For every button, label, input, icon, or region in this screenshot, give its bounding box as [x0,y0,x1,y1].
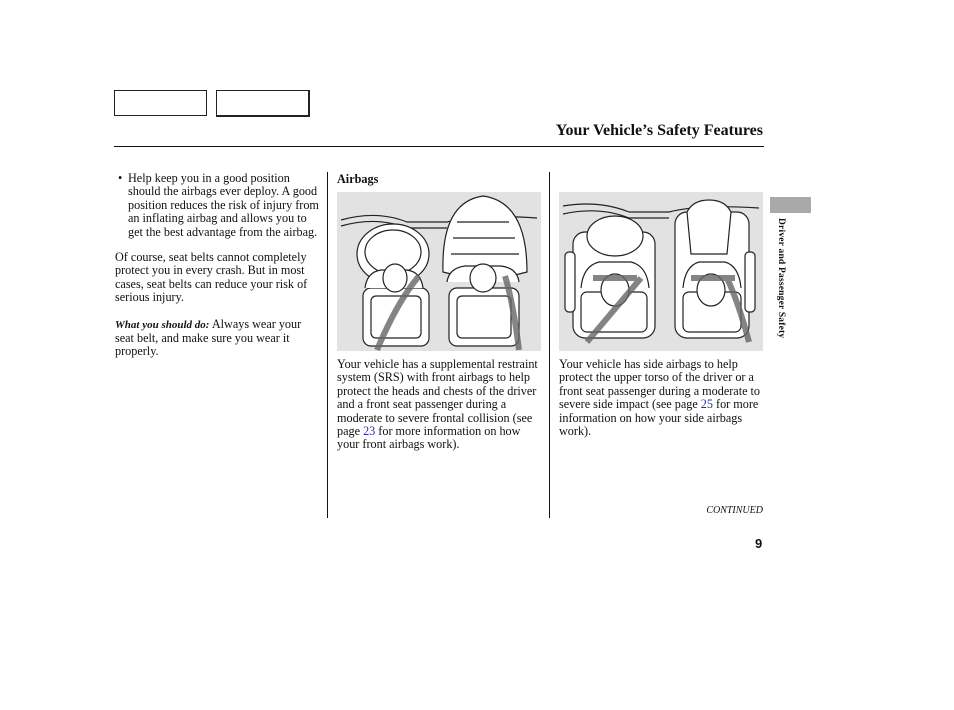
side-airbags-text: Your vehicle has side airbags to help protect the upper torso of the driver or a front seat passenger during a moderate to severe side impact (see page [559,357,761,412]
side-airbags-drawing [559,192,763,351]
right-column-text [559,358,765,438]
airbags-heading: Airbags [337,172,379,186]
front-airbags-drawing [337,192,541,351]
middle-column-text [337,358,542,452]
what-you-should-do-paragraph [115,318,320,359]
side-airbags-illustration [559,192,763,351]
nav-box-next[interactable] [216,90,310,117]
front-airbags-illustration [337,192,541,351]
what-text: Always wear your seat belt, and make sure you wear it properly. [115,316,302,359]
bullet-item [115,172,320,239]
column-divider-1 [327,172,328,518]
page-ref-link-25[interactable]: 25 [700,397,713,412]
page-ref-link-23[interactable]: 23 [363,424,376,439]
page-number: 9 [755,536,763,551]
front-airbags-text: Your vehicle has a supplemental restraint system (SRS) with front airbags to help protect the heads and chests of the driver and a front seat passenger during a moderate to severe frontal collision (see page [337,357,538,439]
what-label: What you should do: [115,318,210,331]
section-tab-label: Driver and Passenger Safety [776,218,786,339]
front-airbags-text-after: for more information on how your front airbags work). [337,424,521,452]
nav-box-previous[interactable] [114,90,207,116]
bullet-text: Help keep you in a good position should the airbags ever deploy. A good position reduces the risk of injury from an inflating airbag and allows you to get the best advantage from the airbag. [128,171,319,239]
bullet-marker: • [118,171,123,185]
side-airbags-text-after: for more information on how your side airbags work). [559,397,759,439]
column-divider-2 [549,172,550,518]
page-title: Your Vehicle’s Safety Features [555,122,763,139]
title-rule [114,146,764,147]
seatbelt-paragraph: Of course, seat belts cannot completely protect you in every crash. But in most cases, seat belts can reduce your risk of serious injury. [115,250,308,305]
section-tab[interactable] [770,197,811,213]
left-column [115,172,320,372]
continued-label: CONTINUED [706,505,763,516]
